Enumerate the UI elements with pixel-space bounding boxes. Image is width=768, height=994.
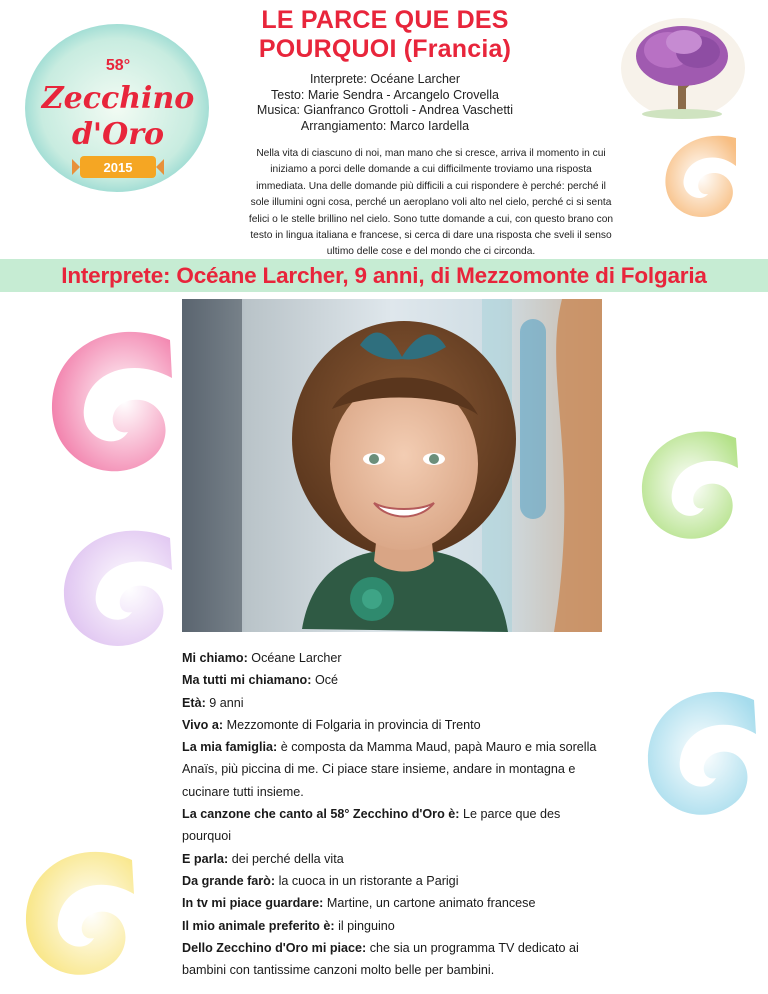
profile-label: Vivo a: xyxy=(182,717,224,732)
credit-testo: Testo: Marie Sendra - Arcangelo Crovella xyxy=(271,87,499,102)
profile-row-tema xyxy=(182,848,602,870)
tree-illustration xyxy=(618,14,748,124)
profile-value: il pinguino xyxy=(338,918,395,933)
credit-musica: Musica: Gianfranco Grottoli - Andrea Vaschetti xyxy=(256,103,514,117)
song-credits xyxy=(230,72,540,134)
zecchino-doro-logo xyxy=(22,22,212,194)
swirl-blue-right-decoration xyxy=(640,680,760,830)
logo-line1: Zecchino xyxy=(41,81,195,116)
profile-row-famiglia xyxy=(182,736,602,803)
swirl-purple-left-decoration xyxy=(52,520,177,660)
profile-label: La canzone che canto al 58° Zecchino d'Oro è: xyxy=(182,807,460,822)
profile-label: Ma tutti mi chiamano: xyxy=(182,673,312,688)
song-intro-paragraph: Nella vita di ciascuno di noi, man mano che si cresce, arriva il momento in cui iniziamo a porci delle domande a cui difficilmente troviamo una risposta immediata. Una delle domande più difficili a cui rispondere è perché: perché il sole illumini ogni cosa, perché un aeroplano voli alto nel cielo, perché ci si senta felici o le stelle brillino nel cielo. Sono tutte domande a cui, con questo brano con testo in lingua italiana e francese, si cerca di dare una risposta che sveli il senso ultimo delle cose e del mondo che ci circonda. xyxy=(248,148,614,258)
profile-row-zecchino xyxy=(182,937,602,982)
profile-row-futuro xyxy=(182,870,602,892)
profile-value: 9 anni xyxy=(209,695,244,710)
credit-interprete: Interprete: Océane Larcher xyxy=(309,72,461,86)
profile-row-canzone xyxy=(182,803,602,848)
profile-value: Le parce que des pourquoi xyxy=(182,807,561,844)
profile-value: la cuoca in un ristorante a Parigi xyxy=(278,873,459,888)
profile-label: Mi chiamo: xyxy=(182,651,248,665)
profile-row-tv xyxy=(182,892,602,914)
profile-info xyxy=(182,647,602,981)
credit-arrangiamento: Arrangiamento: Marco Iardella xyxy=(300,118,470,133)
logo-year: 2015 xyxy=(103,160,133,175)
profile-label: Età: xyxy=(182,695,206,710)
profile-row-residenza xyxy=(182,714,602,736)
profile-label: In tv mi piace guardare: xyxy=(182,896,324,911)
swirl-yellow-left-decoration xyxy=(18,840,138,990)
profile-value: è composta da Mamma Maud, papà Mauro e mia sorella Anaïs, più piccina di me. Ci piace stare insieme, andare in montagna e cucinare tutti insieme. xyxy=(182,740,597,799)
singer-portrait-photo xyxy=(182,299,602,632)
profile-value: che sia un programma TV dedicato ai bambini con tantissime canzoni molto belle per bambini. xyxy=(182,940,579,978)
profile-label: Da grande farò: xyxy=(182,873,276,888)
profile-row-eta xyxy=(182,692,602,714)
swirl-green-right-decoration xyxy=(632,422,742,552)
song-title-line1: LE PARCE QUE DES xyxy=(261,6,509,34)
profile-value: Océane Larcher xyxy=(251,651,342,665)
profile-row-soprannome xyxy=(182,669,602,691)
swirl-pink-left-decoration xyxy=(40,320,180,490)
profile-value: dei perché della vita xyxy=(231,851,344,866)
interpreter-banner xyxy=(0,259,768,292)
song-title xyxy=(230,6,540,64)
logo-line2: d'Oro xyxy=(71,117,165,152)
profile-label: Il mio animale preferito è: xyxy=(182,918,335,933)
profile-row-nome xyxy=(182,647,602,669)
profile-label: Dello Zecchino d'Oro mi piace: xyxy=(182,940,367,955)
logo-edition: 58° xyxy=(105,57,131,74)
song-title-line2: POURQUOI (Francia) xyxy=(258,35,512,63)
profile-value: Martine, un cartone animato francese xyxy=(326,896,536,911)
swirl-orange-decoration xyxy=(656,128,746,228)
profile-label: E parla: xyxy=(182,851,229,866)
profile-value: Océ xyxy=(314,673,339,688)
profile-value: Mezzomonte di Folgaria in provincia di Trento xyxy=(226,717,481,732)
profile-label: La mia famiglia: xyxy=(182,740,278,755)
interpreter-banner-text: Interprete: Océane Larcher, 9 anni, di Mezzomonte di Folgaria xyxy=(61,263,707,288)
profile-row-animale xyxy=(182,915,602,937)
